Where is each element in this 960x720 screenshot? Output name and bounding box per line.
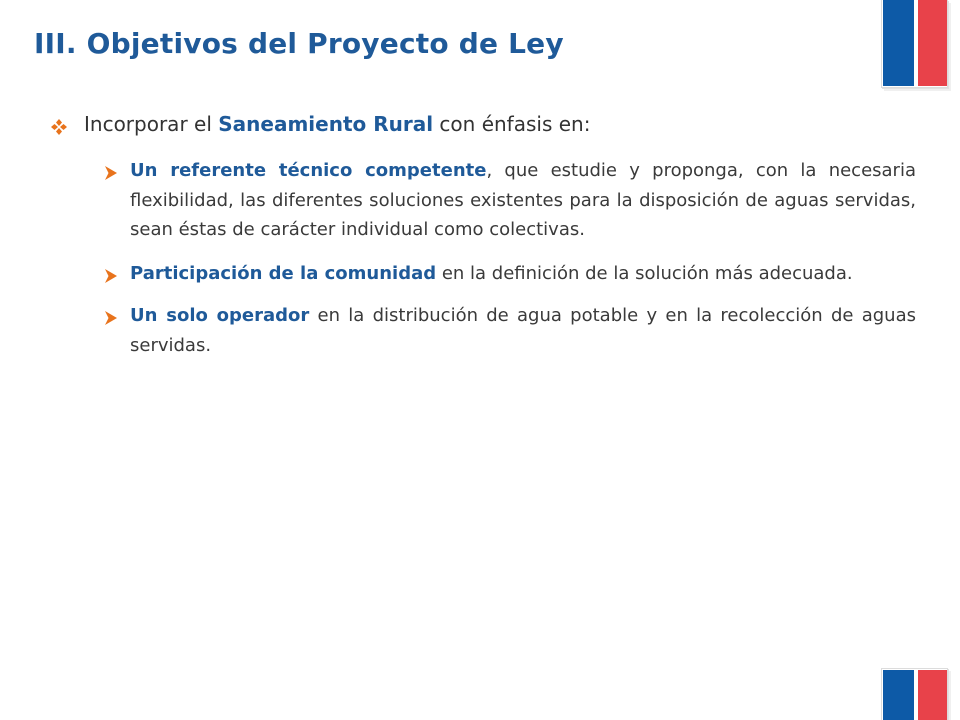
flag-logo-bottom [881, 668, 948, 720]
arrowhead-icon [104, 268, 118, 284]
flag-blue-stripe [883, 0, 914, 86]
four-diamond-icon [50, 116, 68, 138]
main-bullet-prefix: Incorporar el [84, 112, 219, 136]
flag-red-stripe [918, 670, 947, 720]
flag-blue-stripe [883, 670, 914, 720]
sub-bullet-list [104, 156, 916, 373]
sub-bullet-text [130, 156, 916, 245]
sub-bullet-emphasis: Participación de la comunidad [130, 262, 437, 284]
sub-bullet-emphasis: Un referente técnico competente [130, 160, 487, 181]
sub-bullet-item [104, 259, 916, 289]
slide-title: III. Objetivos del Proyecto de Ley [34, 27, 564, 60]
sub-bullet-item [104, 156, 916, 245]
sub-bullet-text [130, 259, 916, 289]
main-bullet-suffix: con énfasis en: [433, 112, 591, 136]
sub-bullet-body: , que estudie y proponga, con la necesaria flexibilidad, las diferentes soluciones existentes para la disposición de aguas servidas, sean éstas de carácter individual como colectivas. [130, 160, 916, 240]
sub-bullet-body: en la definición de la solución más adecuada. [436, 262, 853, 284]
flag-logo-top [881, 0, 948, 88]
sub-bullet-emphasis: Un solo operador [130, 305, 310, 326]
flag-red-stripe [918, 0, 947, 86]
main-bullet-text [84, 112, 590, 136]
sub-bullet-body: en la distribución de agua potable y en la recolección de aguas servidas. [130, 305, 916, 356]
main-bullet-emphasis: Saneamiento Rural [218, 112, 434, 136]
main-bullet [50, 112, 890, 138]
arrowhead-icon [104, 310, 118, 326]
arrowhead-icon [104, 165, 118, 181]
sub-bullet-item [104, 301, 916, 360]
sub-bullet-text [130, 301, 916, 360]
